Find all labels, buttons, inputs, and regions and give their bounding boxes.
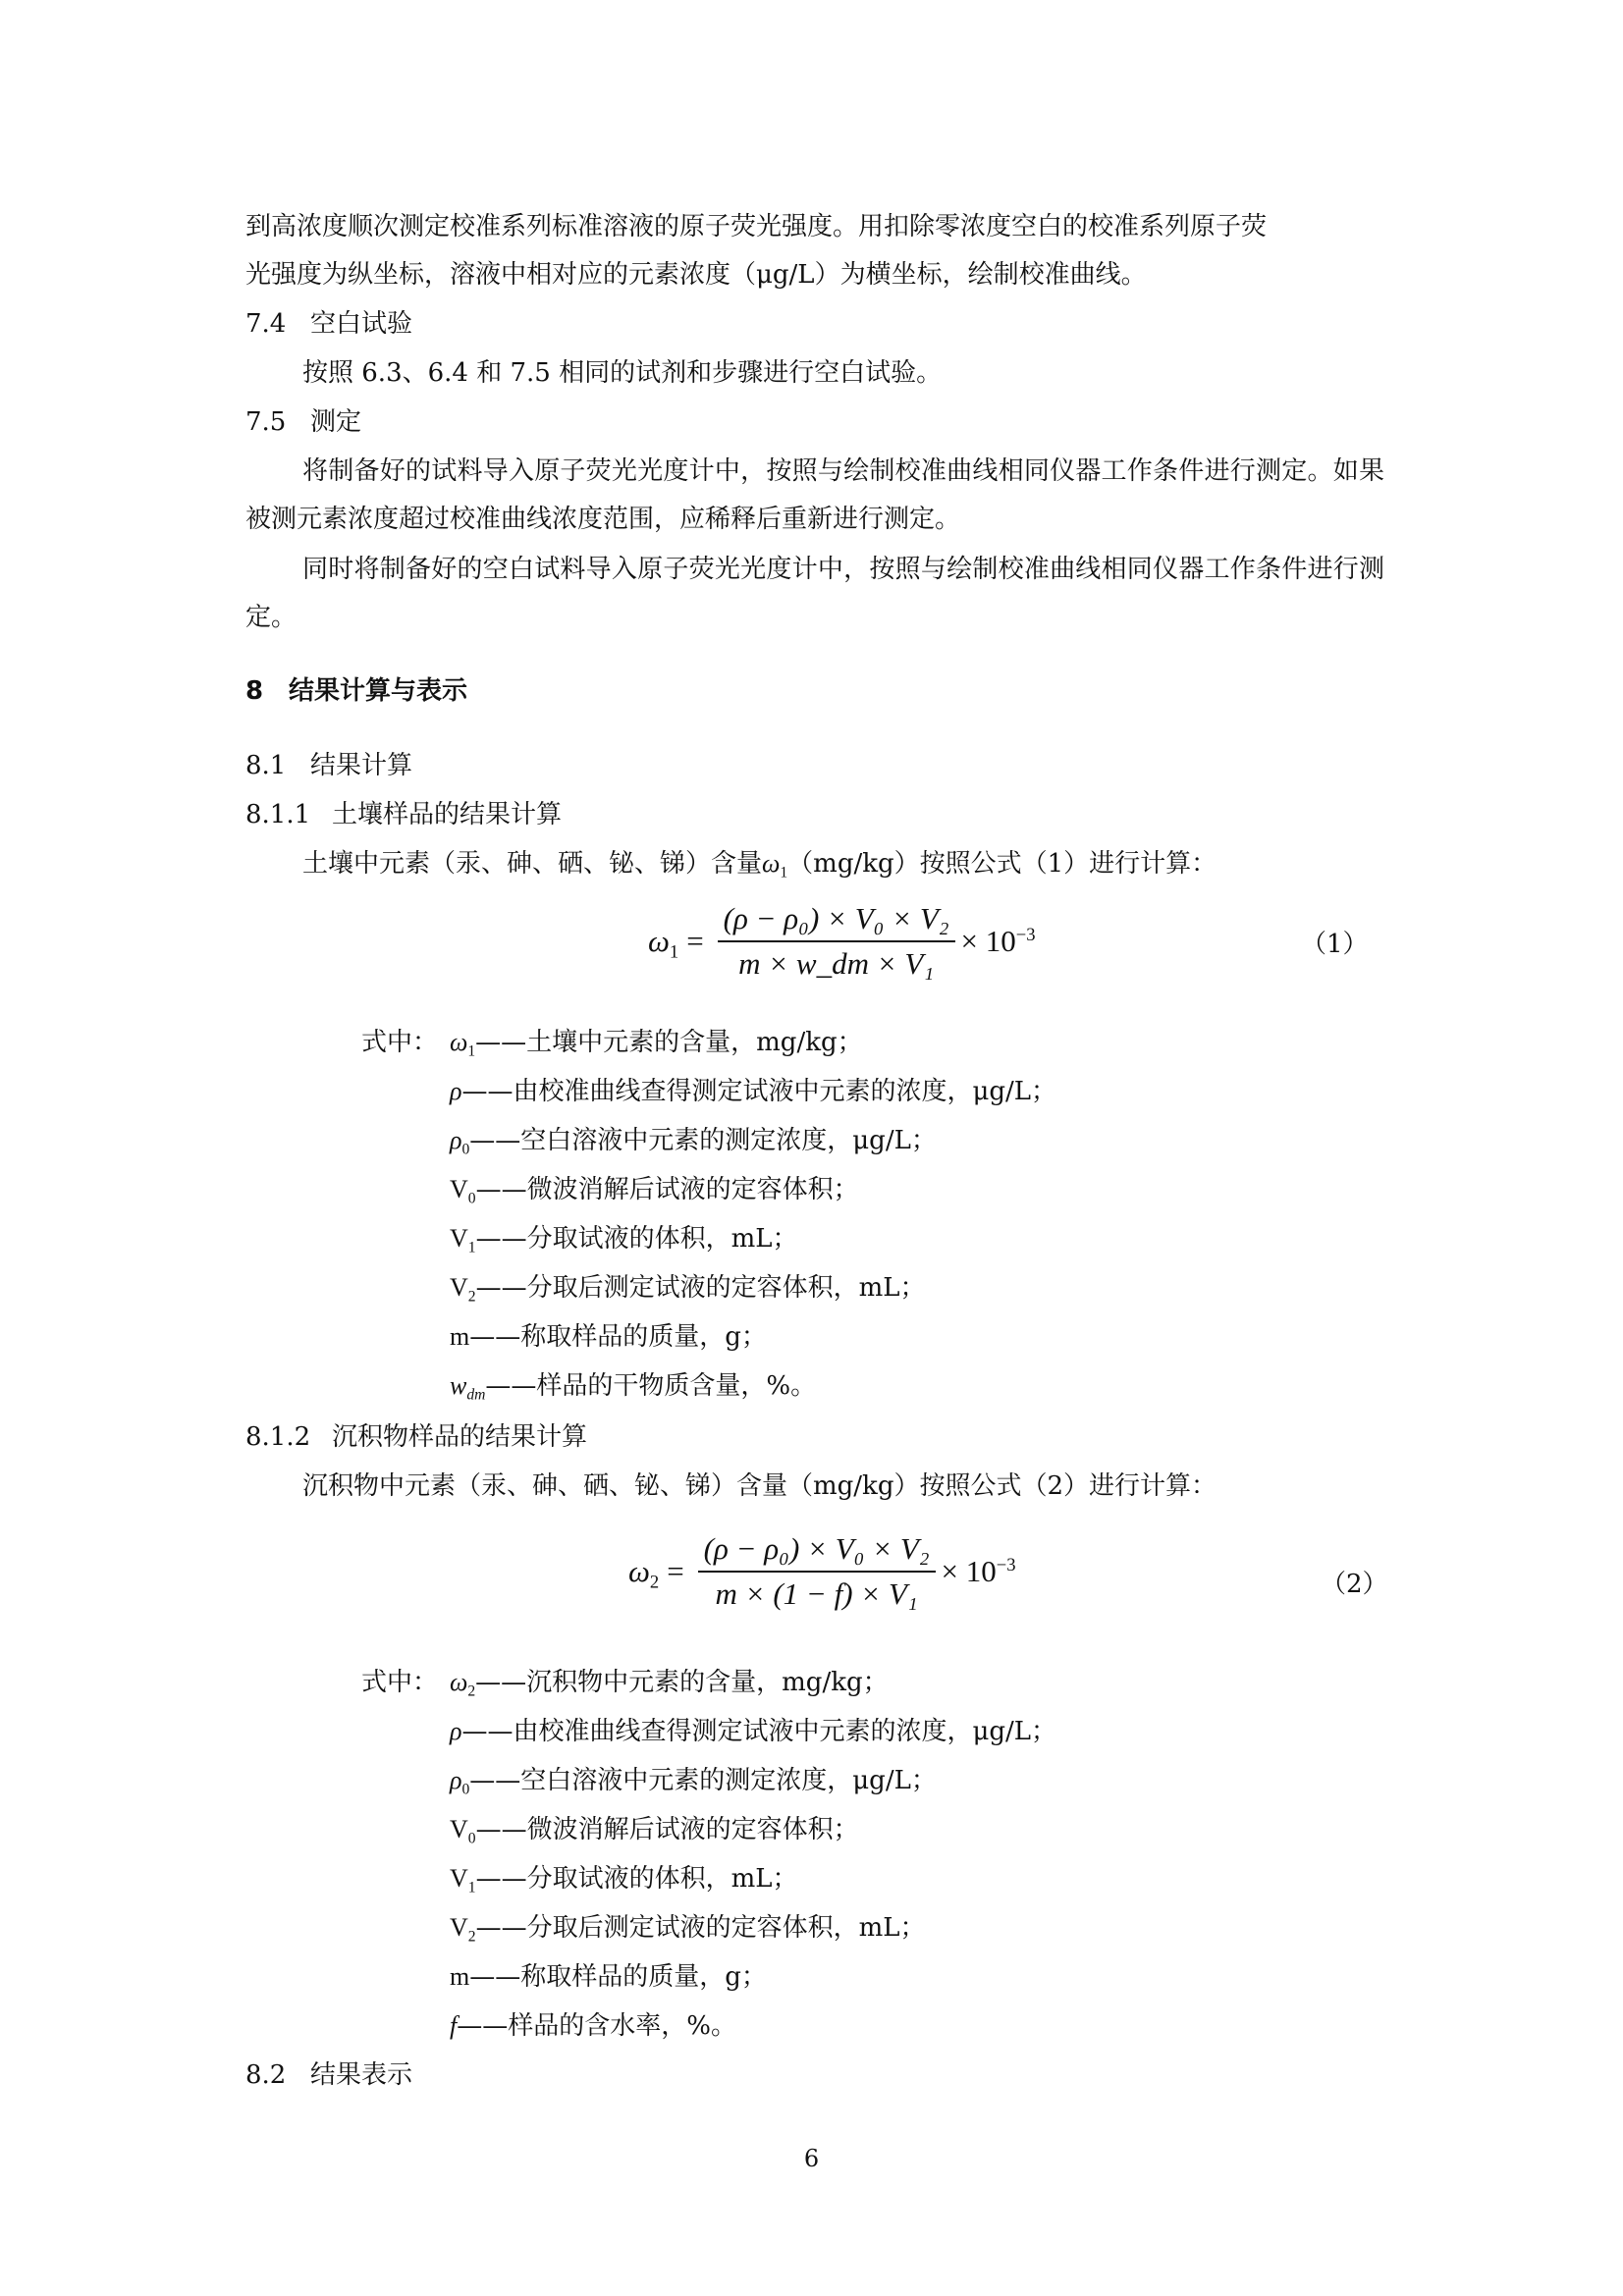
section-8-1-heading <box>245 748 412 783</box>
legend-description: ——空白溶液中元素的测定浓度，μg/L； <box>469 1766 937 1795</box>
legend-subscript: 2 <box>467 1928 476 1946</box>
legend-symbol: V <box>450 1864 468 1893</box>
section-7-5-paragraph-2 <box>245 546 1384 642</box>
formula-lhs <box>628 1554 660 1593</box>
legend-symbol: V <box>450 1273 468 1302</box>
legend-description: ——由校准曲线查得测定试液中元素的浓度，μg/L； <box>461 1077 1057 1106</box>
legend-description: ——微波消解后试液的定容体积； <box>475 1815 859 1844</box>
equals-sign: = <box>667 1554 684 1588</box>
legend-subscript: dm <box>466 1386 486 1404</box>
formula-1 <box>648 901 1036 982</box>
legend-item <box>450 1025 863 1060</box>
legend-symbol: ω <box>450 1028 468 1056</box>
formula-denominator: m × w_dm × V₁ <box>738 946 935 981</box>
factor-base: × 10 <box>941 1554 997 1588</box>
lhs-subscript: 2 <box>649 1572 660 1593</box>
section-number: 8.1.1 <box>245 800 311 829</box>
legend-item <box>450 1763 937 1798</box>
paragraph-text: 同时将制备好的空白试料导入原子荧光光度计中，按照与绘制校准曲线相同仪器工作条件进行测定。 <box>245 555 1384 632</box>
equals-sign: = <box>686 924 704 958</box>
continuation-line-2: 光强度为纵坐标，溶液中相对应的元素浓度（μg/L）为横坐标，绘制校准曲线。 <box>245 260 1147 290</box>
section-title: 测定 <box>310 407 362 437</box>
section-title: 结果计算 <box>310 751 413 780</box>
legend-description: ——分取试液的体积，mL； <box>475 1224 798 1254</box>
formula-factor <box>942 1554 1016 1589</box>
legend-item <box>450 1714 1056 1749</box>
legend-subscript: 1 <box>467 1879 476 1896</box>
intro-text: 土壤中元素（汞、砷、硒、铋、锑）含量 <box>302 849 763 879</box>
factor-exponent: −3 <box>996 1554 1016 1575</box>
section-7-5-paragraph-1 <box>245 448 1384 544</box>
legend-item <box>450 1812 859 1847</box>
legend-2-prefix: 式中： <box>361 1668 439 1697</box>
legend-symbol: m <box>450 1322 470 1351</box>
section-7-4-text: 按照 6.3、6.4 和 7.5 相同的试剂和步骤进行空白试验。 <box>302 358 943 388</box>
legend-description: ——样品的含水率，%。 <box>457 2011 736 2041</box>
legend-item <box>450 1123 937 1158</box>
legend-description: ——分取后测定试液的定容体积，mL； <box>475 1913 926 1943</box>
legend-item <box>450 1861 798 1896</box>
section-number: 8.1 <box>245 751 287 780</box>
legend-description: ——样品的干物质含量，%。 <box>485 1371 817 1401</box>
legend-symbol: V <box>450 1175 468 1203</box>
formula-1-intro <box>302 846 1217 881</box>
section-7-5-heading <box>245 404 361 440</box>
formula-numerator: (ρ − ρ₀) × V₀ × V₂ <box>698 1531 936 1573</box>
omega-subscript: 1 <box>780 864 788 881</box>
section-number: 8.2 <box>245 2060 287 2090</box>
legend-item <box>450 1910 926 1946</box>
formula-2-intro: 沉积物中元素（汞、砷、硒、铋、锑）含量（mg/kg）按照公式（2）进行计算： <box>302 1471 1217 1501</box>
legend-item <box>450 1074 1056 1109</box>
equation-number-2: （2） <box>1321 1570 1388 1599</box>
legend-symbol: ω <box>450 1668 468 1696</box>
formula-fraction <box>698 1531 936 1612</box>
legend-symbol: ρ <box>450 1077 462 1105</box>
formula-lhs <box>648 924 679 963</box>
lhs-subscript: 1 <box>669 941 679 963</box>
legend-description: ——分取后测定试液的定容体积，mL； <box>475 1273 926 1303</box>
legend-symbol: ρ <box>450 1126 462 1154</box>
legend-subscript: 2 <box>467 1682 476 1700</box>
legend-item <box>450 1665 889 1700</box>
legend-description: ——微波消解后试液的定容体积； <box>475 1175 859 1204</box>
legend-subscript: 2 <box>467 1288 476 1306</box>
lhs-symbol: ω <box>628 1554 650 1588</box>
legend-symbol: f <box>450 2011 458 2040</box>
legend-subscript: 1 <box>467 1042 476 1060</box>
legend-subscript: 0 <box>461 1141 470 1158</box>
legend-1-prefix: 式中： <box>361 1028 439 1057</box>
legend-description: ——由校准曲线查得测定试液中元素的浓度，μg/L； <box>461 1717 1057 1746</box>
section-7-4-heading <box>245 306 412 342</box>
section-title: 空白试验 <box>310 309 413 339</box>
formula-fraction <box>718 901 955 982</box>
legend-symbol: ρ <box>450 1766 462 1794</box>
formula-factor <box>961 924 1036 959</box>
formula-denominator: m × (1 − f) × V₁ <box>715 1576 918 1611</box>
section-title: 结果表示 <box>310 2060 413 2090</box>
legend-symbol: w <box>450 1371 467 1400</box>
section-title: 土壤样品的结果计算 <box>332 800 563 829</box>
formula-2 <box>628 1531 1016 1612</box>
section-number: 8 <box>245 676 264 706</box>
factor-exponent: −3 <box>1015 924 1036 945</box>
section-number: 7.4 <box>245 309 287 339</box>
legend-item <box>450 1270 926 1306</box>
legend-description: ——称取样品的质量，g； <box>469 1962 767 1992</box>
paragraph-text: 将制备好的试料导入原子荧光光度计中，按照与绘制校准曲线相同仪器工作条件进行测定。如果被测元素浓度超过校准曲线浓度范围，应稀释后重新进行测定。 <box>245 456 1384 534</box>
legend-subscript: 0 <box>461 1781 470 1798</box>
legend-description: ——分取试液的体积，mL； <box>475 1864 798 1894</box>
legend-item <box>450 2008 736 2044</box>
factor-base: × 10 <box>960 924 1016 958</box>
lhs-symbol: ω <box>648 924 670 958</box>
legend-description: ——空白溶液中元素的测定浓度，μg/L； <box>469 1126 937 1155</box>
continuation-line-1: 到高浓度顺次测定校准系列标准溶液的原子荧光强度。用扣除零浓度空白的校准系列原子荧 <box>245 212 1268 241</box>
section-8-heading <box>245 673 467 709</box>
legend-symbol: m <box>450 1962 470 1991</box>
legend-symbol: V <box>450 1913 468 1942</box>
legend-symbol: V <box>450 1815 468 1843</box>
section-title: 沉积物样品的结果计算 <box>332 1422 588 1452</box>
section-number: 8.1.2 <box>245 1422 311 1452</box>
legend-description: ——土壤中元素的含量，mg/kg； <box>475 1028 863 1057</box>
legend-subscript: 1 <box>467 1239 476 1256</box>
equation-number-1: （1） <box>1301 930 1369 959</box>
legend-subscript: 0 <box>467 1190 476 1207</box>
legend-item <box>450 1319 767 1355</box>
legend-description: ——沉积物中元素的含量，mg/kg； <box>475 1668 889 1697</box>
section-number: 7.5 <box>245 407 287 437</box>
legend-item <box>450 1959 767 1995</box>
legend-subscript: 0 <box>467 1830 476 1847</box>
formula-numerator: (ρ − ρ₀) × V₀ × V₂ <box>718 901 955 942</box>
section-8-1-2-heading <box>245 1419 587 1455</box>
section-title: 结果计算与表示 <box>289 676 468 706</box>
legend-item <box>450 1172 859 1207</box>
intro-tail: （mg/kg）按照公式（1）进行计算： <box>787 849 1217 879</box>
page-number: 6 <box>803 2145 820 2172</box>
section-8-2-heading <box>245 2057 412 2093</box>
legend-symbol: V <box>450 1224 468 1253</box>
legend-item <box>450 1221 798 1256</box>
section-8-1-1-heading <box>245 797 562 832</box>
legend-symbol: ρ <box>450 1717 462 1745</box>
legend-description: ——称取样品的质量，g； <box>469 1322 767 1352</box>
omega-symbol: ω <box>762 849 781 878</box>
legend-item <box>450 1368 816 1404</box>
